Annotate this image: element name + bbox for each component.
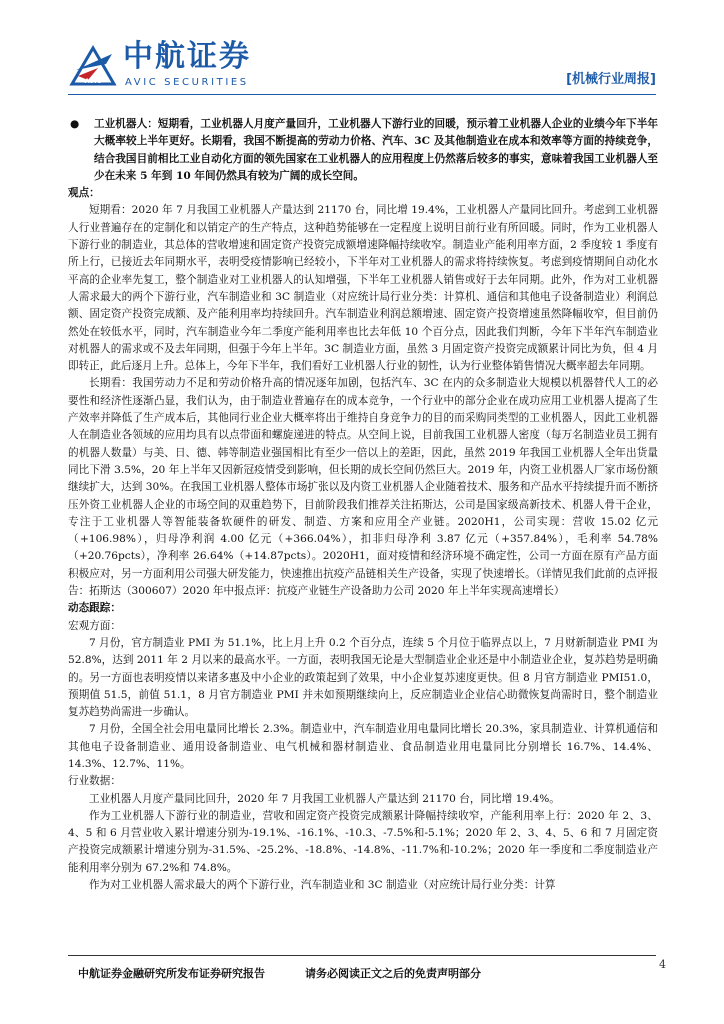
paragraph-manufacturing: 作为工业机器人下游行业的制造业，营收和固定资产投资完成额累计降幅持续收窄，产能利用率上行：2020 年 2、3、4、5 和 6 月营业收入累计增速分别为-19.1%、-16.1%、-10.3、-7.5%和-5.1%；2020 年 2、3、4、5、6 和 7 月固定资产投资完成额累计增速分别为-31.5%、-25.2%、-18.8%、-14.8%、-11.7%和-10.2%；2020 年一季度和二季度制造业产能利用率分别为 67.2%和 74.8%。 bbox=[68, 809, 658, 874]
report-body bbox=[68, 116, 658, 894]
subheading-macro: 宏观方面： bbox=[68, 619, 121, 632]
section-heading-views: 观点： bbox=[68, 187, 100, 200]
footer-publisher: 中航证券金融研究所发布证券研究报告 bbox=[78, 967, 265, 980]
key-point-text: 工业机器人：短期看，工业机器人月度产量回升，工业机器人下游行业的回暖，预示着工业机器人企业的业绩今年下半年大概率较上半年更好。长期看，我国不断提高的劳动力价格、汽车、3C 及其他制造业在成本和效率等方面的持续竞争，结合我国目前相比工业自动化方面的领先国家在工业机器人的应用程度上仍然落后较多的事实，意味着我国工业机器人至少在未来 5 年到 10 年间仍然具有较为广阔的成长空间。 bbox=[94, 118, 658, 182]
section-heading-tracking: 动态跟踪： bbox=[68, 602, 121, 615]
brand-name-english: AVIC SECURITIES bbox=[125, 77, 249, 88]
header-divider bbox=[68, 94, 656, 95]
brand-name: 中航证券 bbox=[123, 39, 251, 74]
bullet-icon: ● bbox=[70, 118, 80, 130]
paragraph-downstream: 作为对工业机器人需求最大的两个下游行业，汽车制造业和 3C 制造业（对应统计局行业分类：计算 bbox=[89, 879, 556, 892]
key-point-paragraph bbox=[68, 116, 658, 185]
report-category: [机械行业周报] bbox=[566, 72, 656, 87]
avic-logo-icon bbox=[68, 40, 118, 86]
paragraph-short-term: 短期看：2020 年 7 月我国工业机器人产量达到 21170 台，同比增 19.4%，工业机器人产量同比回升。考虑到工业机器人行业普遍存在的定制化和以销定产的生产特点，这种趋势能够在一定程度上说明目前行业有所回暖。同时，作为工业机器人下游行业的制造业，其总体的营收增速和固定资产投资完成额增速降幅持续收窄。制造业产能利用率方面，2 季度较 1 季度有所上行，已接近去年同期水平，表明受疫情影响已经较小，下半年对工业机器人的需求将持续恢复。考虑到疫情期间自动化水平高的企业率先复工，整个制造业对工业机器人的认知增强，下半年工业机器人销售或好于去年同期。此外，作为对工业机器人需求最大的两个下游行业，汽车制造业和 3C 制造业（对应统计局行业分类：计算机、通信和其他电子设备制造业）利润总额、固定资产投资完成额、及产能利用率均持续回升。汽车制造业利润总额增速、固定资产投资增速虽然降幅收窄，但目前仍然处在较低水平，同时，汽车制造业今年二季度产能利用率也比去年低 10 个百分点，因此我们判断，今年下半年汽车制造业对机器人的需求或不及去年同期，但强于今年上半年。3C 制造业方面，虽然 3 月固定资产投资完成额累计同比为负，但 4 月即转正，此后逐月上升。总体上，今年下半年，我们看好工业机器人行业的韧性，认为行业整体销售情况大概率超去年同期。 bbox=[68, 204, 658, 373]
paragraph-long-term: 长期看：我国劳动力不足和劳动价格升高的情况逐年加剧，包括汽车、3C 在内的众多制造业大规模以机器替代人工的必要性和经济性逐渐凸显，我们认为，由于制造业普遍存在的成本竞争，一个行业中的部分企业在成功应用工业机器人提高了生产效率并降低了生产成本后，其他同行业企业大概率将出于维持自身竞争力的目的而采购同类型的工业机器人，因此工业机器人在制造业各领域的应用均具有以点带面和螺旋递进的特点。从空间上说，目前我国工业机器人密度（每万名制造业员工拥有的机器人数量）与美、日、德、韩等制造业强国相比有至少一倍以上的差距，因此，虽然 2019 年我国工业机器人全年出货量同比下滑 3.5%，20 年上半年又因新冠疫情受到影响，但长期的成长空间仍然巨大。2019 年，内资工业机器人厂家市场份额继续扩大，达到 30%。在我国工业机器人整体市场扩张以及内资工业机器人企业随着技术、服务和产品水平持续提升而不断挤压外资工业机器人企业的市场空间的双重趋势下，目前阶段我们推荐关注拓斯达，公司是国家级高新技术、机器人骨干企业，专注于工业机器人等智能装备软硬件的研发、制造、方案和应用全产业链。2020H1，公司实现：营收 15.02 亿元（+106.98%），归母净利润 4.00 亿元（+366.04%），扣非归母净利 3.87 亿元（+357.84%），毛利率 54.78%（+20.76pcts），净利率 26.64%（+14.87pcts）。2020H1，面对疫情和经济环境不确定性，公司一方面在原有产品方面积极应对，另一方面利用公司强大研发能力，快速推出抗疫产品链相关生产设备，实现了快速增长。（详情见我们此前的点评报告：拓斯达（300607）2020 年中报点评：抗疫产业链生产设备助力公司 2020 年上半年实现高速增长） bbox=[68, 377, 658, 598]
paragraph-electricity: 7 月份，全国全社会用电量同比增长 2.3%。制造业中，汽车制造业用电量同比增长 20.3%，家具制造业、计算机通信和其他电子设备制造业、通用设备制造业、电气机械和器材制造业、食品制造业用电量同比分别增长 16.7%、14.4%、14.3%、12.7%、11%。 bbox=[68, 723, 658, 770]
page-number: 4 bbox=[659, 958, 666, 971]
page-header bbox=[0, 0, 724, 106]
footer-divider bbox=[68, 955, 656, 956]
svg-text:AVIC: AVIC bbox=[84, 77, 102, 85]
subheading-industry-data: 行业数据： bbox=[68, 775, 121, 788]
paragraph-pmi: 7 月份，官方制造业 PMI 为 51.1%，比上月上升 0.2 个百分点，连续 5 个月位于临界点以上，7 月财新制造业 PMI 为 52.8%，达到 2011 年 2 月以来的最高水平。一方面，表明我国无论是大型制造业企业还是中小制造业企业，复苏趋势是明确的。另一方面也表明疫情以来诸多惠及中小企业的政策起到了效果，中小企业复苏速度更快。但 8 月官方制造业 PMI51.0，预期值 51.5，前值 51.1，8 月官方制造业 PMI 并未如预期继续向上，反应制造业企业信心助微恢复尚需时日，整个制造业复苏趋势尚需进一步确认。 bbox=[68, 636, 658, 719]
footer-disclaimer: 请务必阅读正文之后的免责声明部分 bbox=[305, 967, 481, 980]
paragraph-robot-output: 工业机器人月度产量同比回升，2020 年 7 月我国工业机器人产量达到 21170 台，同比增 19.4%。 bbox=[89, 792, 560, 805]
